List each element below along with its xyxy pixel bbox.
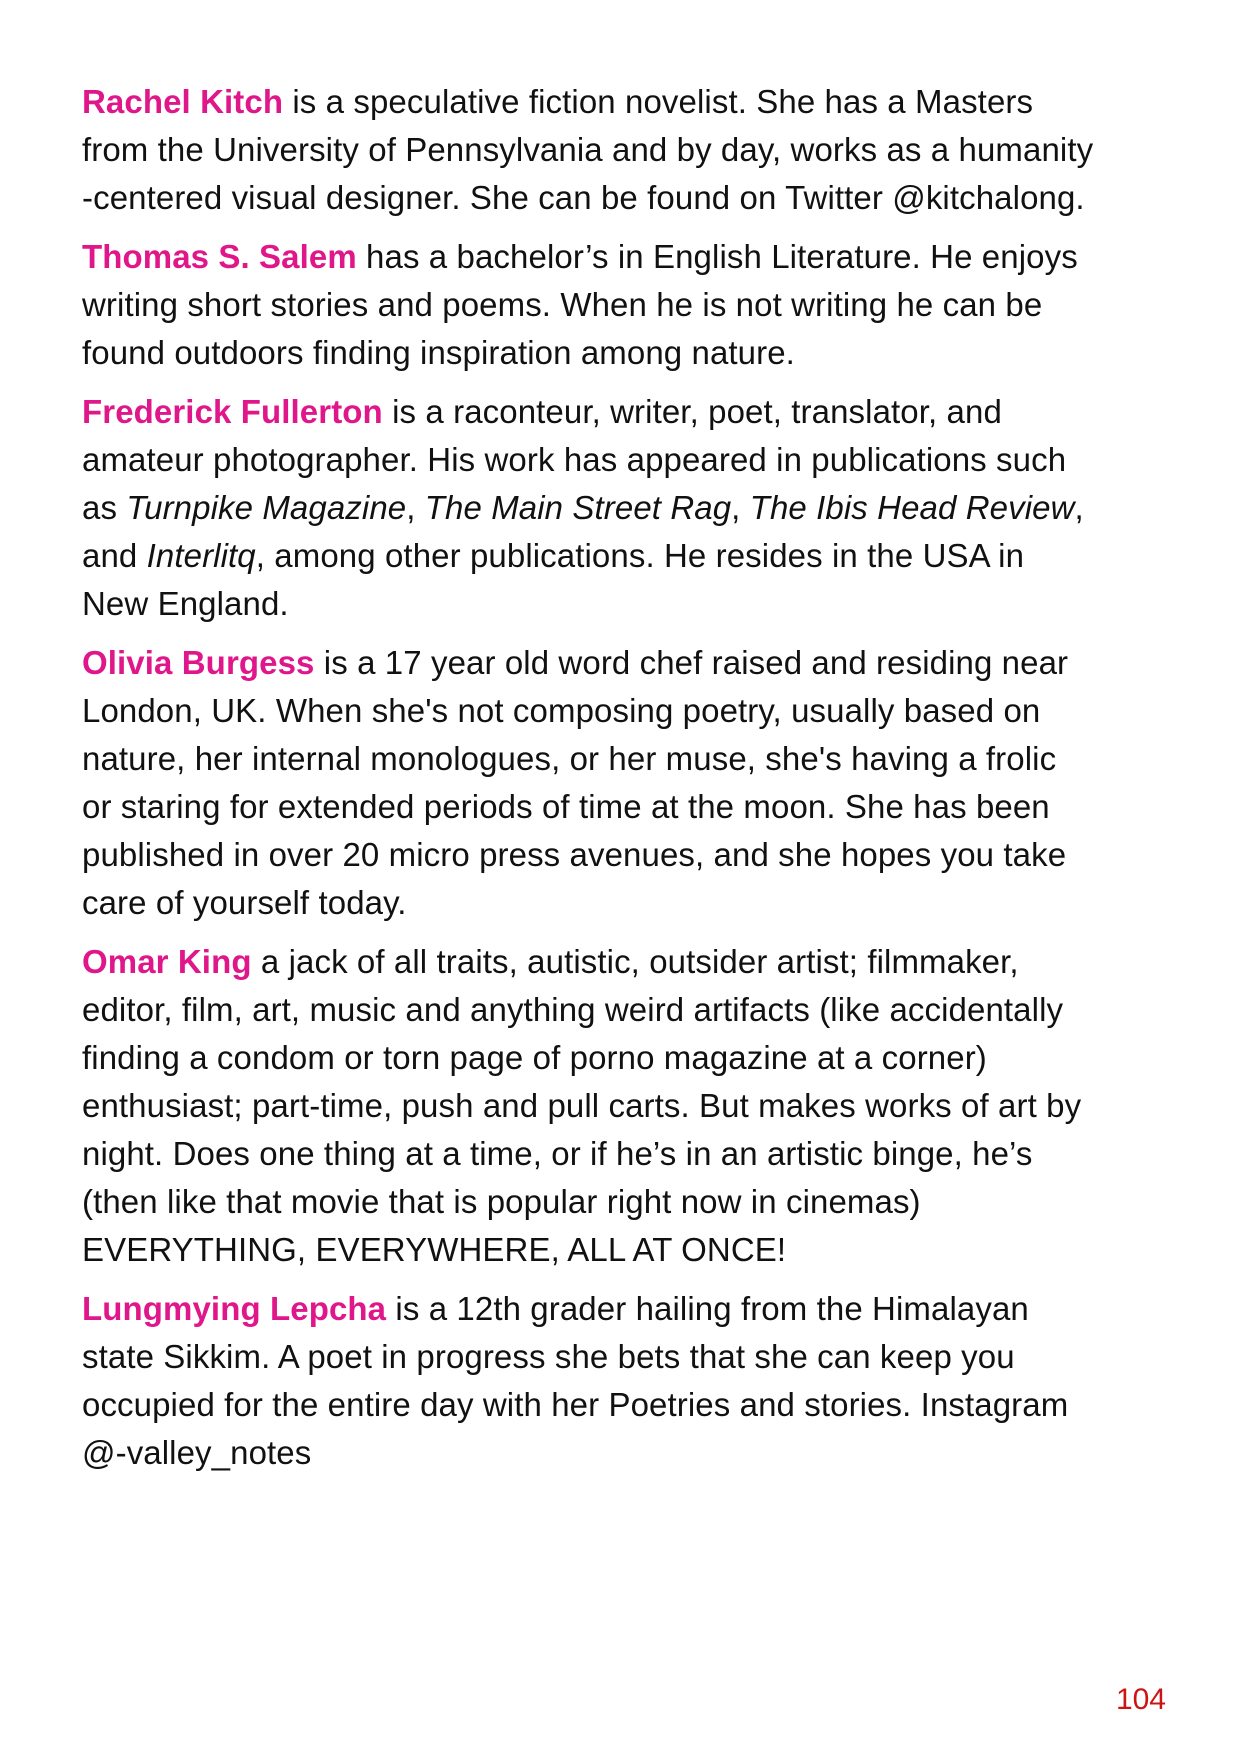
bio-text: is a 12th grader hailing from the Himalayan [386, 1290, 1029, 1327]
bio-line: London, UK. When she's not composing poetry, usually based on [82, 692, 1041, 729]
bio-line [82, 484, 1172, 532]
bio-line: from the University of Pennsylvania and by day, works as a humanity [82, 131, 1094, 168]
bio-line: @-valley_notes [82, 1434, 312, 1471]
bio-line: night. Does one thing at a time, or if he’s in an artistic binge, he’s [82, 1135, 1033, 1172]
publication-title: Turnpike Magazine [126, 489, 407, 526]
bio-text: , among other publications. He resides in the USA in [255, 537, 1025, 574]
bio-line [82, 938, 1172, 986]
author-name: Omar King [82, 943, 252, 980]
bio-line: editor, film, art, music and anything weird artifacts (like accidentally [82, 991, 1064, 1028]
bio-line [82, 78, 1172, 126]
bio-line [82, 532, 1172, 580]
bio-text: , [406, 489, 425, 526]
publication-title: Interlitq [146, 537, 256, 574]
bio-line: occupied for the entire day with her Poetries and stories. Instagram [82, 1386, 1069, 1423]
bio-line [82, 388, 1172, 436]
author-name: Frederick Fullerton [82, 393, 383, 430]
bio-omar-king [82, 938, 1172, 1274]
bio-text: is a speculative fiction novelist. She has a Masters [283, 83, 1034, 120]
bio-text: and [82, 537, 147, 574]
bio-line: finding a condom or torn page of porno magazine at a corner) [82, 1039, 987, 1076]
bio-line: writing short stories and poems. When he is not writing he can be [82, 286, 1043, 323]
bio-line: enthusiast; part-time, push and pull carts. But makes works of art by [82, 1087, 1082, 1124]
author-name: Olivia Burgess [82, 644, 315, 681]
bio-line: (then like that movie that is popular right now in cinemas) [82, 1183, 921, 1220]
bio-line [82, 233, 1172, 281]
bio-line: -centered visual designer. She can be found on Twitter @kitchalong. [82, 179, 1085, 216]
bio-line: found outdoors finding inspiration among nature. [82, 334, 795, 371]
publication-title: The Ibis Head Review [749, 489, 1075, 526]
bio-line: care of yourself today. [82, 884, 407, 921]
bio-text: , [1074, 489, 1084, 526]
author-name: Lungmying Lepcha [82, 1290, 387, 1327]
bio-text: a jack of all traits, autistic, outsider artist; filmmaker, [251, 943, 1019, 980]
author-name: Thomas S. Salem [82, 238, 357, 275]
bio-olivia-burgess [82, 639, 1172, 927]
bio-text: as [82, 489, 127, 526]
bio-frederick-fullerton [82, 388, 1172, 628]
contributor-bios [82, 78, 1172, 1488]
bio-line: nature, her internal monologues, or her muse, she's having a frolic [82, 740, 1057, 777]
bio-line [82, 639, 1172, 687]
bio-line: state Sikkim. A poet in progress she bets that she can keep you [82, 1338, 1015, 1375]
author-name: Rachel Kitch [82, 83, 284, 120]
page-number: 104 [1115, 1683, 1166, 1716]
bio-text: is a 17 year old word chef raised and residing near [314, 644, 1069, 681]
bio-text: is a raconteur, writer, poet, translator, and [382, 393, 1002, 430]
bio-thomas-salem [82, 233, 1172, 377]
bio-rachel-kitch [82, 78, 1172, 222]
bio-line: EVERYTHING, EVERYWHERE, ALL AT ONCE! [82, 1231, 787, 1268]
bio-lungmying-lepcha [82, 1285, 1172, 1477]
bio-line: or staring for extended periods of time at the moon. She has been [82, 788, 1050, 825]
bio-line: published in over 20 micro press avenues, and she hopes you take [82, 836, 1067, 873]
bio-text: has a bachelor’s in English Literature. He enjoys [356, 238, 1078, 275]
bio-line: New England. [82, 585, 289, 622]
bio-line [82, 1285, 1172, 1333]
bio-line: amateur photographer. His work has appeared in publications such [82, 441, 1067, 478]
publication-title: The Main Street Rag [424, 489, 732, 526]
bio-text: , [731, 489, 750, 526]
